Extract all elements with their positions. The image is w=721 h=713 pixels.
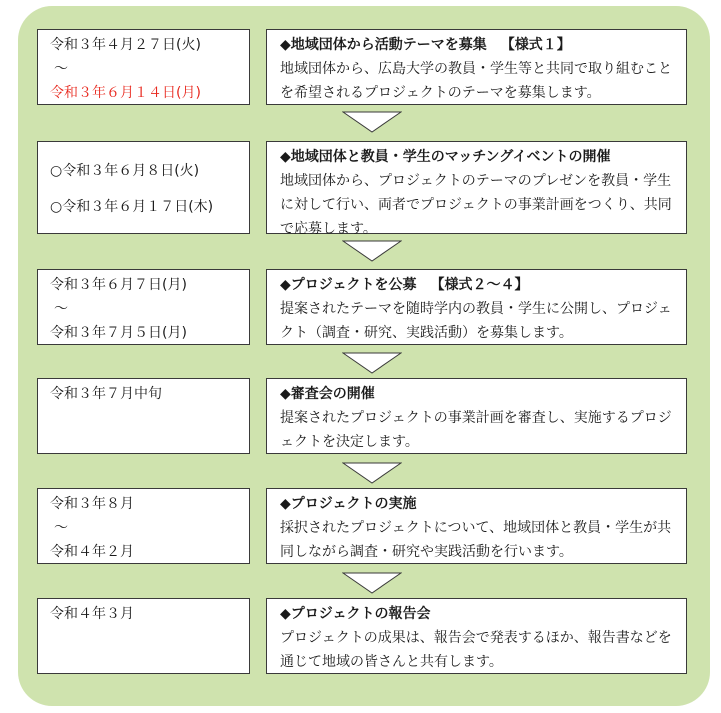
step-1-title xyxy=(280,33,680,57)
step-2-date xyxy=(37,141,250,234)
step-3-title xyxy=(280,273,680,297)
step-5-title: ◆プロジェクトの実施 xyxy=(280,496,417,512)
step-2-date-second: ○令和３年６月１７日(木) xyxy=(50,199,214,215)
step-2-arrow xyxy=(342,240,402,262)
step-4-arrow xyxy=(342,462,402,484)
step-1-body: 地域団体から、広島大学の教員・学生等と共同で取り組むことを希望されるプロジェクトのテーマを募集します。 xyxy=(280,61,672,101)
step-3-date-end: 令和３年７月５日(月) xyxy=(50,325,187,341)
step-2-title: ◆地域団体と教員・学生のマッチングイベントの開催 xyxy=(280,149,611,165)
step-2-body: 地域団体から、プロジェクトのテーマのプレゼンを教員・学生に対して行い、両者でプロジェクトの事業計画をつくり、共同で応募します。 xyxy=(280,173,672,237)
step-4-body: 提案されたプロジェクトの事業計画を審査し、実施するプロジェクトを決定します。 xyxy=(280,410,672,450)
step-5-description xyxy=(266,488,687,564)
step-1-arrow xyxy=(342,111,402,133)
step-2-date-first: ○令和３年６月８日(火) xyxy=(50,163,200,179)
step-3-date-start: 令和３年６月７日(月) xyxy=(50,277,187,293)
step-1-date xyxy=(37,29,250,105)
step-5-date-tilde: ～ xyxy=(54,520,68,536)
step-6-description xyxy=(266,598,687,674)
step-6-date-text: 令和４年３月 xyxy=(50,606,134,622)
step-1-date-start: 令和３年４月２７日(火) xyxy=(50,37,201,53)
step-5-date-start: 令和３年８月 xyxy=(50,496,134,512)
step-3-title-text: ◆プロジェクトを公募 xyxy=(280,277,417,293)
step-1-form-tag: 【様式１】 xyxy=(500,37,571,53)
step-1-description xyxy=(266,29,687,105)
step-2-description xyxy=(266,141,687,237)
step-5-arrow xyxy=(342,572,402,594)
step-3-body: 提案されたテーマを随時学内の教員・学生に公開し、プロジェクト（調査・研究、実践活動）を募集します。 xyxy=(280,301,672,341)
step-6-title: ◆プロジェクトの報告会 xyxy=(280,606,431,622)
step-5-body: 採択されたプロジェクトについて、地域団体と教員・学生が共同しながら調査・研究や実践活動を行います。 xyxy=(280,520,672,560)
step-4-date xyxy=(37,378,250,454)
step-3-description xyxy=(266,269,687,345)
step-1-date-end: 令和３年６月１４日(月) xyxy=(50,85,201,101)
step-4-description xyxy=(266,378,687,454)
step-3-form-tag: 【様式２～４】 xyxy=(430,277,529,293)
step-4-title: ◆審査会の開催 xyxy=(280,386,375,402)
step-3-date-tilde: ～ xyxy=(54,301,68,317)
step-6-body: プロジェクトの成果は、報告会で発表するほか、報告書などを通じて地域の皆さんと共有します。 xyxy=(280,630,672,670)
step-5-date-end: 令和４年２月 xyxy=(50,544,134,560)
step-3-arrow xyxy=(342,352,402,374)
step-4-date-text: 令和３年７月中旬 xyxy=(50,386,162,402)
step-3-date xyxy=(37,269,250,345)
step-6-date xyxy=(37,598,250,674)
step-1-title-text: ◆地域団体から活動テーマを募集 xyxy=(280,37,487,53)
step-1-date-tilde: ～ xyxy=(54,61,68,77)
step-5-date xyxy=(37,488,250,564)
